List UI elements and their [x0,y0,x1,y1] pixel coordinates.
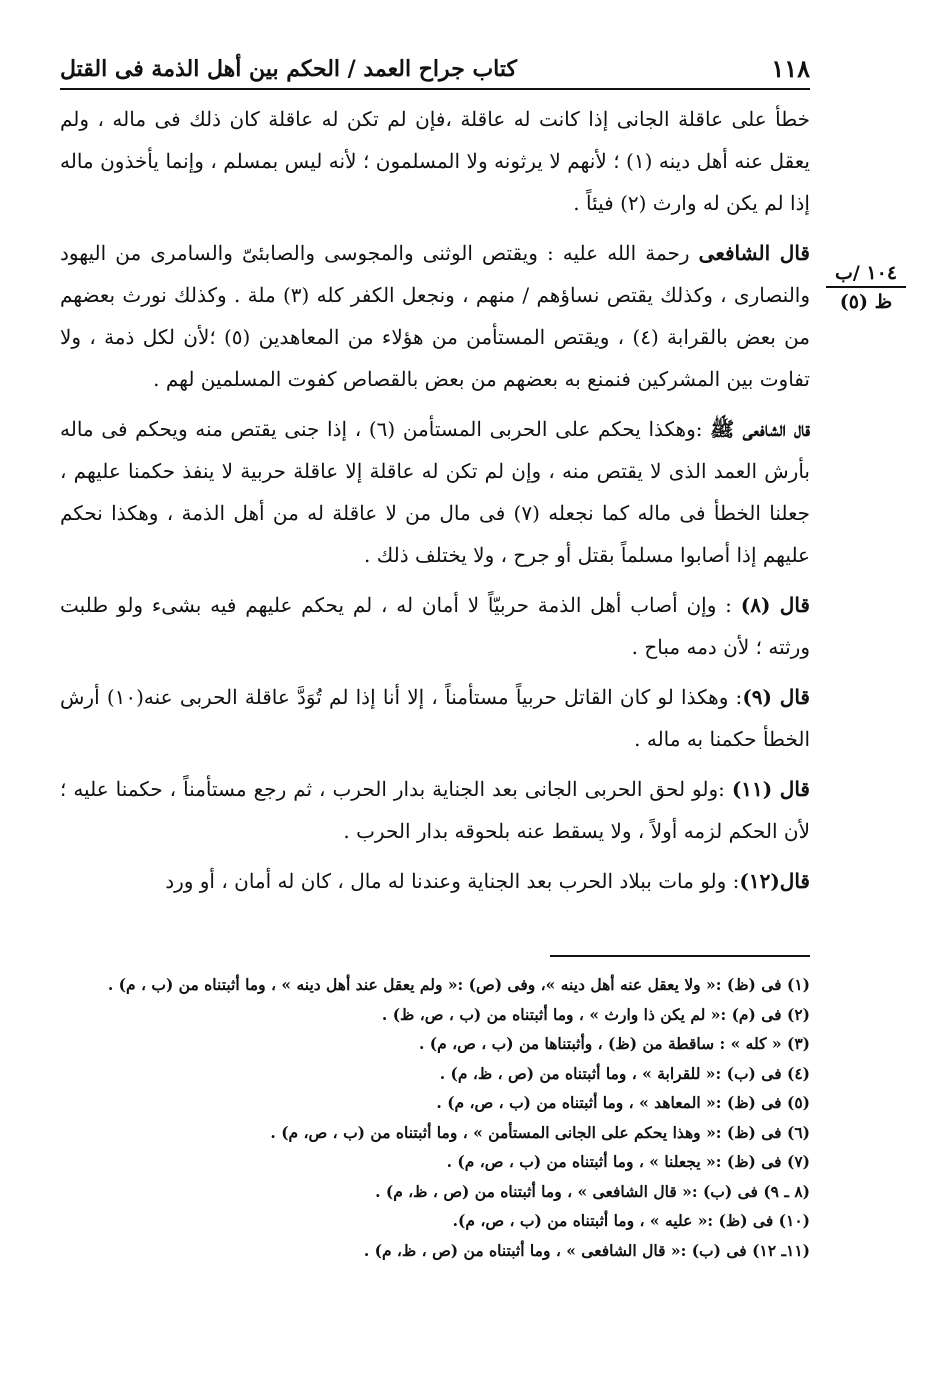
paragraph-text: : ولو مات ببلاد الحرب بعد الجناية وعندنا له مال ، كان له أمان ، أو ورد [165,869,740,893]
page-number: ١١٨ [771,54,810,83]
footnote: (١٠) فى (ظ) :« عليه » ، وما أثبتناه من (ب ، ص، م). [452,1211,810,1230]
paragraph [60,408,810,576]
paragraph-lead: قال (١١) [731,777,810,801]
page-header [60,48,810,90]
footnote: (٤) فى (ب) :« للقرابة » ، وما أثبتناه من (ص ، ظ، م) . [439,1063,810,1083]
paragraph-text: خطأ على عاقلة الجانى إذا كانت له عاقلة ،فإن لم تكن له عاقلة كان ذلك فى ماله ، ولم يعقل عنه أهل دينه (١) ؛ لأنهم لا يرثونه ولا المسلمون ؛ لأنه ليس بمسلم ، وإنما يأخذون ماله إذا لم يكن له وارث (٢) فيئاً . [60,107,810,215]
running-title: كتاب جراح العمد / الحكم بين أهل الذمة فى القتل [60,56,517,82]
paragraph-text: :ولو لحق الحربى الجانى بعد الجناية بدار الحرب ، ثم رجع مستأمناً ، حكمنا عليه ؛ لأن الحكم لزمه أولاً ، ولا يسقط عنه بلحوقه بدار الحرب . [60,777,810,843]
paragraph-lead: قال(١٢) [739,869,810,893]
paragraph-lead: قال (٨) [740,593,810,617]
paragraph-text: : وإن أصاب أهل الذمة حربيّاً لا أمان له ، لم يحكم عليهم فيه بشىء ولو طلبت ورثته ؛ لأن دمه مباح . [60,593,810,659]
footnote: (٦) فى (ظ) :« وهذا يحكم على الجانى المستأمن » ، وما أثبتناه من (ب ، ص، م) . [270,1122,810,1142]
footnote-divider [550,955,810,957]
footnote: (٧) فى (ظ) :« يجعلنا » ، وما أثبتناه من (ب ، ص، م) . [446,1152,810,1171]
paragraph [60,98,810,224]
footnote: (١١ـ ١٢) فى (ب) :« قال الشافعى » ، وما أثبتناه من (ص ، ظ، م) . [363,1240,810,1260]
footnote: (٥) فى (ظ) :« المعاهد » ، وما أثبتناه من (ب ، ص، م) . [436,1093,810,1112]
footnotes [60,970,810,1265]
paragraph [60,860,810,902]
paragraph-text: : وهكذا لو كان القاتل حربياً مستأمناً ، إلا أنا إذا لم تُوَدَّ عاقلة الحربى عنه(١٠) أرش الخطأ حكمنا به ماله . [60,685,810,751]
manuscript-folio-note [826,262,906,313]
paragraph [60,768,810,852]
paragraph-lead: قال (٩) [742,685,810,709]
paragraph [60,584,810,668]
footnote: (٨ ـ ٩) فى (ب) :« قال الشافعى » ، وما أثبتناه من (ص ، ظ، م) . [375,1181,810,1201]
paragraph-text: رحمة الله عليه : ويقتص الوثنى والمجوسى والصابئىّ والسامرى من اليهود والنصارى ، وكذلك يقتص نساؤهم / منهم ، ونجعل الكفر كله (٣) ملة . وكذلك نورث بعضهم من بعض بالقرابة (٤) ، ويقتص المستأمن من هؤلاء من المعاهدين (٥) ؛لأن لكل ذمة ، ولا تفاوت بين المشركين فنمنع به بعضهم من بعض بالقصاص كفوت المسلمين لهم . [60,241,811,391]
paragraph-text: :وهكذا يحكم على الحربى المستأمن (٦) ، إذا جنى يقتص منه ويحكم فى ماله بأرش العمد الذى لا يقتص منه ، وإن لم تكن له عاقلة إلا عاقلة حربية لا ينفذ حكمنا عليهم ، جعلنا الخطأ فى ماله كما نجعله (٧) فى مال من لا عاقلة له من أهل الذمة ، وهكذا نحكم عليهم إذا أصابوا مسلماً بقتل أو جرح ، ولا يختلف ذلك . [60,417,810,567]
paragraph [60,676,810,760]
footnote: (٢) فى (م) :« لم يكن ذا وارث » ، وما أثبتناه من (ب ، ص، ظ) . [381,1004,810,1024]
paragraph-lead: قال الشافعى [698,241,810,265]
paragraph-lead: قال الشافعى ﷺ [710,417,810,441]
footnote: (٣) « كله » : ساقطة من (ظ) ، وأثبتناها من (ب ، ص، م) . [419,1034,810,1053]
body-text [60,98,810,910]
folio-reference: ١٠٤ /ب [826,262,906,288]
footnote: (١) فى (ظ) :« ولا يعقل عنه أهل دينه »، وفى (ص) :« ولم يعقل عند أهل دينه » ، وما أثبتناه من (ب ، م) . [107,975,810,994]
paragraph [60,232,810,400]
manuscript-reference: ظ (٥) [839,291,893,313]
